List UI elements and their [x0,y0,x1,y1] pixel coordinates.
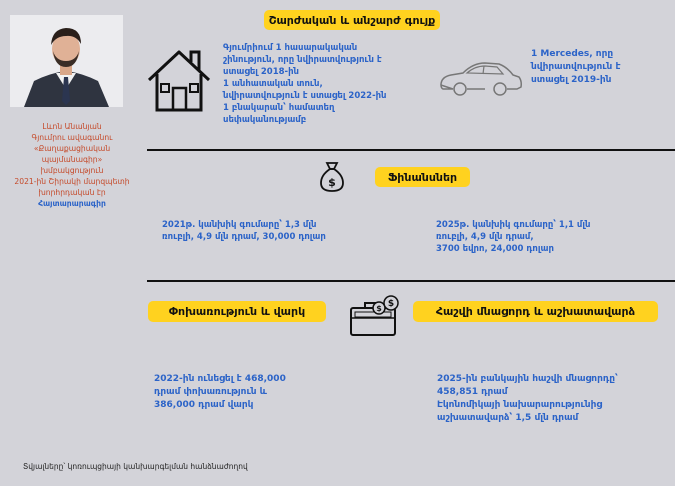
svg-text:$: $ [387,299,395,309]
profile-photo [10,15,123,107]
property-title: Շարժական և անշարժ գույք [268,13,436,27]
balance-text [437,373,657,425]
finances-title: Ֆինանսներ [387,170,458,184]
text-line: աշխատավարձ՝ 1,5 մլն դրամ [437,413,579,423]
text-line: ռուբլի, 4,9 մլն դրամ, [436,232,534,242]
finances-title-badge [375,167,470,187]
svg-text:$: $ [328,176,336,189]
caption-line: 2021-ին Շիրակի մարզպետի [14,177,130,186]
house-icon [143,44,215,120]
money-bag-icon [319,161,345,197]
text-line: Էկոնոմիկայի նախարարությունից [437,400,603,410]
text-line: 386,000 դրամ վարկ [154,400,254,410]
loans-title-badge [148,301,326,322]
property-title-badge [264,10,440,30]
section-divider [147,149,675,151]
text-line: 2022-ին ունեցել է 468,000 [154,374,286,384]
loans-text [154,373,324,412]
balance-title-badge [413,301,658,322]
text-line: 2021թ. կանխիկ գումարը՝ 1,3 մլն [162,220,317,230]
text-line: Գյումրիում 1 հասարակական [223,43,358,53]
text-line: 2025-ին բանկային հաշվի մնացորդը՝ [437,374,618,384]
profile-caption [8,121,136,209]
text-line: 2025թ. կանխիկ գումարը՝ 1,1 մլն [436,220,591,230]
text-line: նվիրատվություն է [531,62,621,72]
text-line: շինություն, որը նվիրատվություն է [223,55,382,65]
caption-line: խորհրդական էր [38,188,106,197]
text-line: նվիրատվություն է ստացել 2022-ին [223,91,387,101]
text-line: 1 բնակարան՝ համատեղ [223,103,335,113]
text-line: 458,851 դրամ [437,387,508,397]
section-divider [147,280,675,282]
text-line: դրամ փոխառություն և [154,387,267,397]
caption-line: Լևոն Անանյան [42,122,102,131]
caption-line: «Քաղաքացիական [33,144,111,153]
caption-line: խմբակցություն [40,166,104,175]
text-line: ստացել 2019-ին [531,75,612,85]
car-icon [437,55,523,103]
text-line: ռուբլի, 4,9 մլն դրամ, 30,000 դոլար [162,232,326,242]
house-property-text [223,42,423,126]
text-line: 3700 եվրո, 24,000 դոլար [436,244,554,254]
caption-line: պայմանագիր» [41,155,103,164]
loans-title: Փոխառություն և վարկ [168,305,306,318]
source-footer: Տվյալները՝ կոռուպցիայի կանխարգելման հանձնաժողով [23,462,248,471]
caption-declaration-label: Հայտարարագիր [38,199,106,208]
finances-2025-text [436,219,646,255]
text-line: ստացել 2018-ին [223,67,299,77]
text-line: սեփականությամբ [223,115,307,125]
balance-title: Հաշվի մնացորդ և աշխատավարձ [435,305,636,318]
text-line: 1 անհատական տուն, [223,79,323,89]
caption-line: Գյումրու ավագանու [31,133,113,142]
finances-2021-text [162,219,372,243]
car-property-text [531,48,651,87]
svg-text:$: $ [376,304,382,313]
text-line: 1 Mercedes, որը [531,49,614,59]
briefcase-money-icon [348,294,404,342]
